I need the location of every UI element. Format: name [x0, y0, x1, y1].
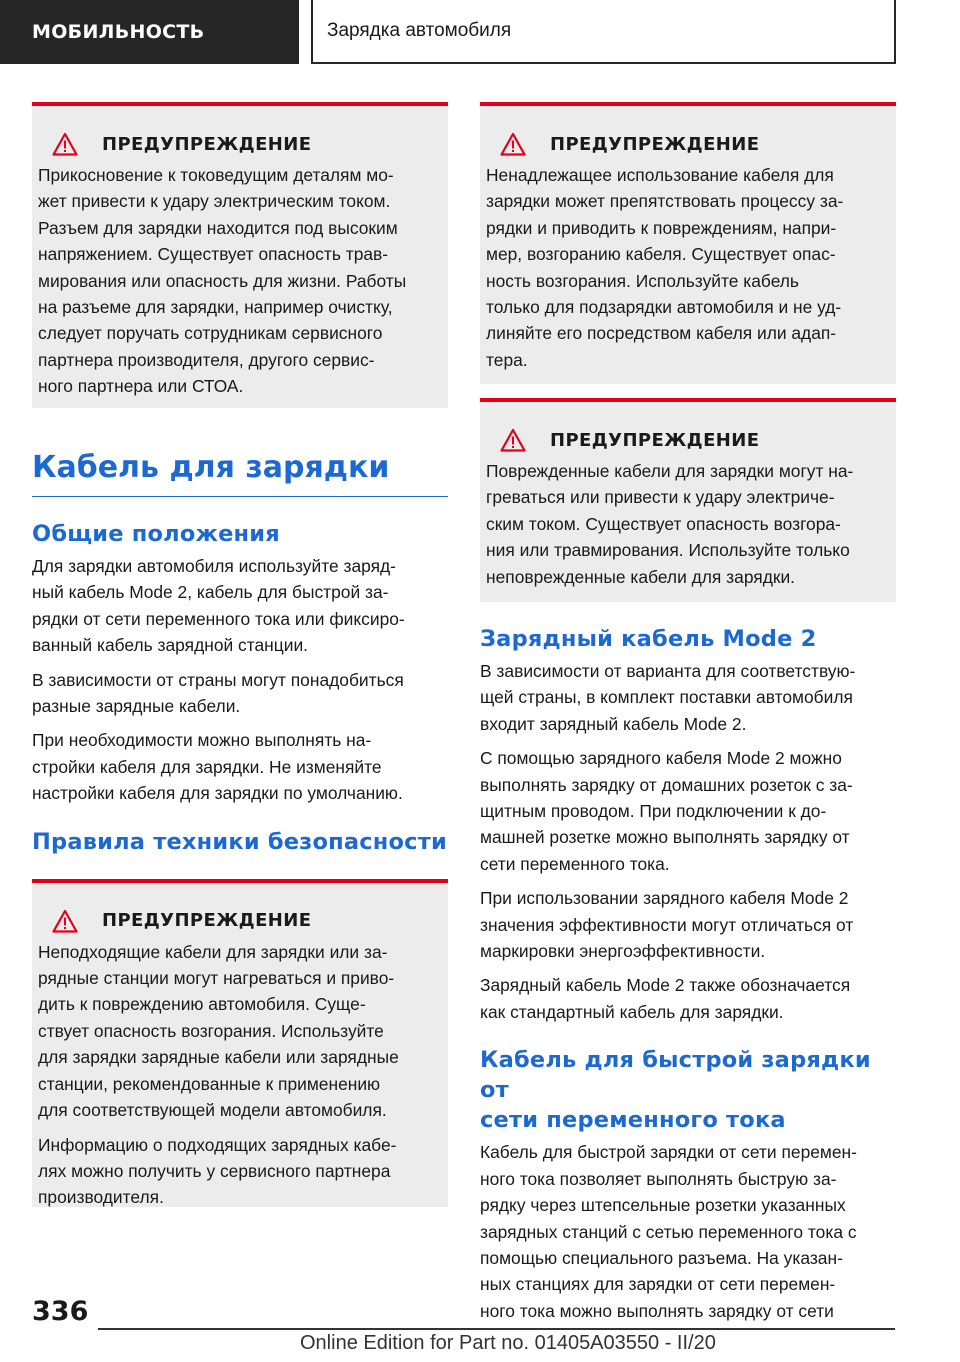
warning-label: ПРЕДУПРЕЖДЕНИЕ [102, 133, 312, 155]
warning-box [32, 879, 448, 1207]
paragraph: В зависимости от варианта для соответствую- щей страны, в комплект поставки автомобиля входит зарядный кабель Mode 2. [480, 661, 856, 734]
paragraph: С помощью зарядного кабеля Mode 2 можно выполнять зарядку от домашних розеток с за- щитным проводом. При подключении к до- машней розетке можно выполнять зарядку от сети переменного тока. [480, 748, 853, 874]
subsection-heading-safety: Правила техники безопасности [32, 828, 447, 855]
warning-triangle-icon [500, 428, 526, 452]
subsection-heading-mode2: Зарядный кабель Mode 2 [480, 626, 817, 652]
warning-header [486, 132, 890, 156]
footer-divider [98, 1328, 895, 1330]
left-column [32, 102, 448, 1207]
warning-text: Информацию о подходящих зарядных кабе- лях можно получить у сервисного партнера производителя. [38, 1134, 397, 1208]
paragraph: При необходимости можно выполнять на- стройки кабеля для зарядки. Не изменяйте настройки кабеля для зарядки по умолчанию. [32, 730, 403, 804]
paragraph: Зарядный кабель Mode 2 также обозначается как стандартный кабель для зарядки. [480, 975, 851, 1022]
paragraph: При использовании зарядного кабеля Mode 2 значения эффективности могут отличаться от маркировки энергоэффективности. [480, 888, 854, 962]
warning-text: Прикосновение к токоведущим деталям мо- жет привести к удару электрическим током. Разъем для зарядки находится под высоким напряжением. Существует опасность трав- мирования или опасность для жизни. Работы на разъеме для зарядки, например очистку, следует поручать сотрудникам сервисного партнера производителя, другого сервис- ного партнера или СТОА. [38, 165, 407, 397]
section-heading: Кабель для зарядки [32, 448, 448, 497]
warning-header [486, 428, 890, 452]
warning-text: Ненадлежащее использование кабеля для зарядки может препятствовать процессу за- рядки и приводить к повреждениям, напри- мер, возгоранию кабеля. Существует опас- ность возгорания. Используйте кабель только для подзарядки автомобиля и не уд- линяйте его посредством кабеля или адап- тера. [486, 165, 844, 370]
warning-triangle-icon [52, 909, 78, 933]
section-label: МОБИЛЬНОСТЬ [0, 0, 299, 64]
warning-label: ПРЕДУПРЕЖДЕНИЕ [550, 429, 760, 451]
page-number: 336 [32, 1296, 89, 1327]
warning-label: ПРЕДУПРЕЖДЕНИЕ [102, 910, 312, 932]
warning-header [38, 909, 442, 933]
edition-note: Online Edition for Part no. 01405A03550 - II/20 [300, 1332, 716, 1354]
warning-text: Неподходящие кабели для зарядки или за- рядные станции могут нагреваться и приво- дить к повреждению автомобиля. Суще- ствует опасность возгорания. Используйте для зарядки зарядные кабели или зарядные станции, рекомендованные к применению для соответствующей модели автомобиля. [38, 941, 399, 1121]
warning-triangle-icon [52, 132, 78, 156]
warning-box [32, 102, 448, 408]
warning-label: ПРЕДУПРЕЖДЕНИЕ [550, 133, 760, 155]
warning-text: Поврежденные кабели для зарядки могут на- греваться или привести к удару электриче- ским током. Существует опасность возгора- ния или травмирования. Используйте только неповрежденные кабели для зарядки. [486, 461, 854, 587]
warning-header [38, 132, 442, 156]
subsection-heading-general: Общие положения [32, 521, 280, 547]
subsection-heading-fast-charging: Кабель для быстрой зарядки от сети переменного тока [480, 1047, 871, 1134]
warning-triangle-icon [500, 132, 526, 156]
paragraph: Для зарядки автомобиля используйте заряд- ный кабель Mode 2, кабель для быстрой за- рядки от сети переменного тока или фиксиро- ванный кабель зарядной станции. [32, 556, 405, 656]
right-column [480, 102, 896, 1324]
chapter-title: Зарядка автомобиля [311, 0, 896, 64]
warning-box [480, 398, 896, 602]
paragraph: Кабель для быстрой зарядки от сети перемен- ного тока позволяет выполнять быструю за- рядку через штепсельные розетки указанных зарядных станций с сетью переменного тока с помощью специального разъема. На указан- ных станциях для зарядки от сети перемен- ного тока можно выполнять зарядку от сети [480, 1142, 857, 1321]
paragraph: В зависимости от страны могут понадобиться разные зарядные кабели. [32, 669, 404, 717]
warning-box [480, 102, 896, 384]
